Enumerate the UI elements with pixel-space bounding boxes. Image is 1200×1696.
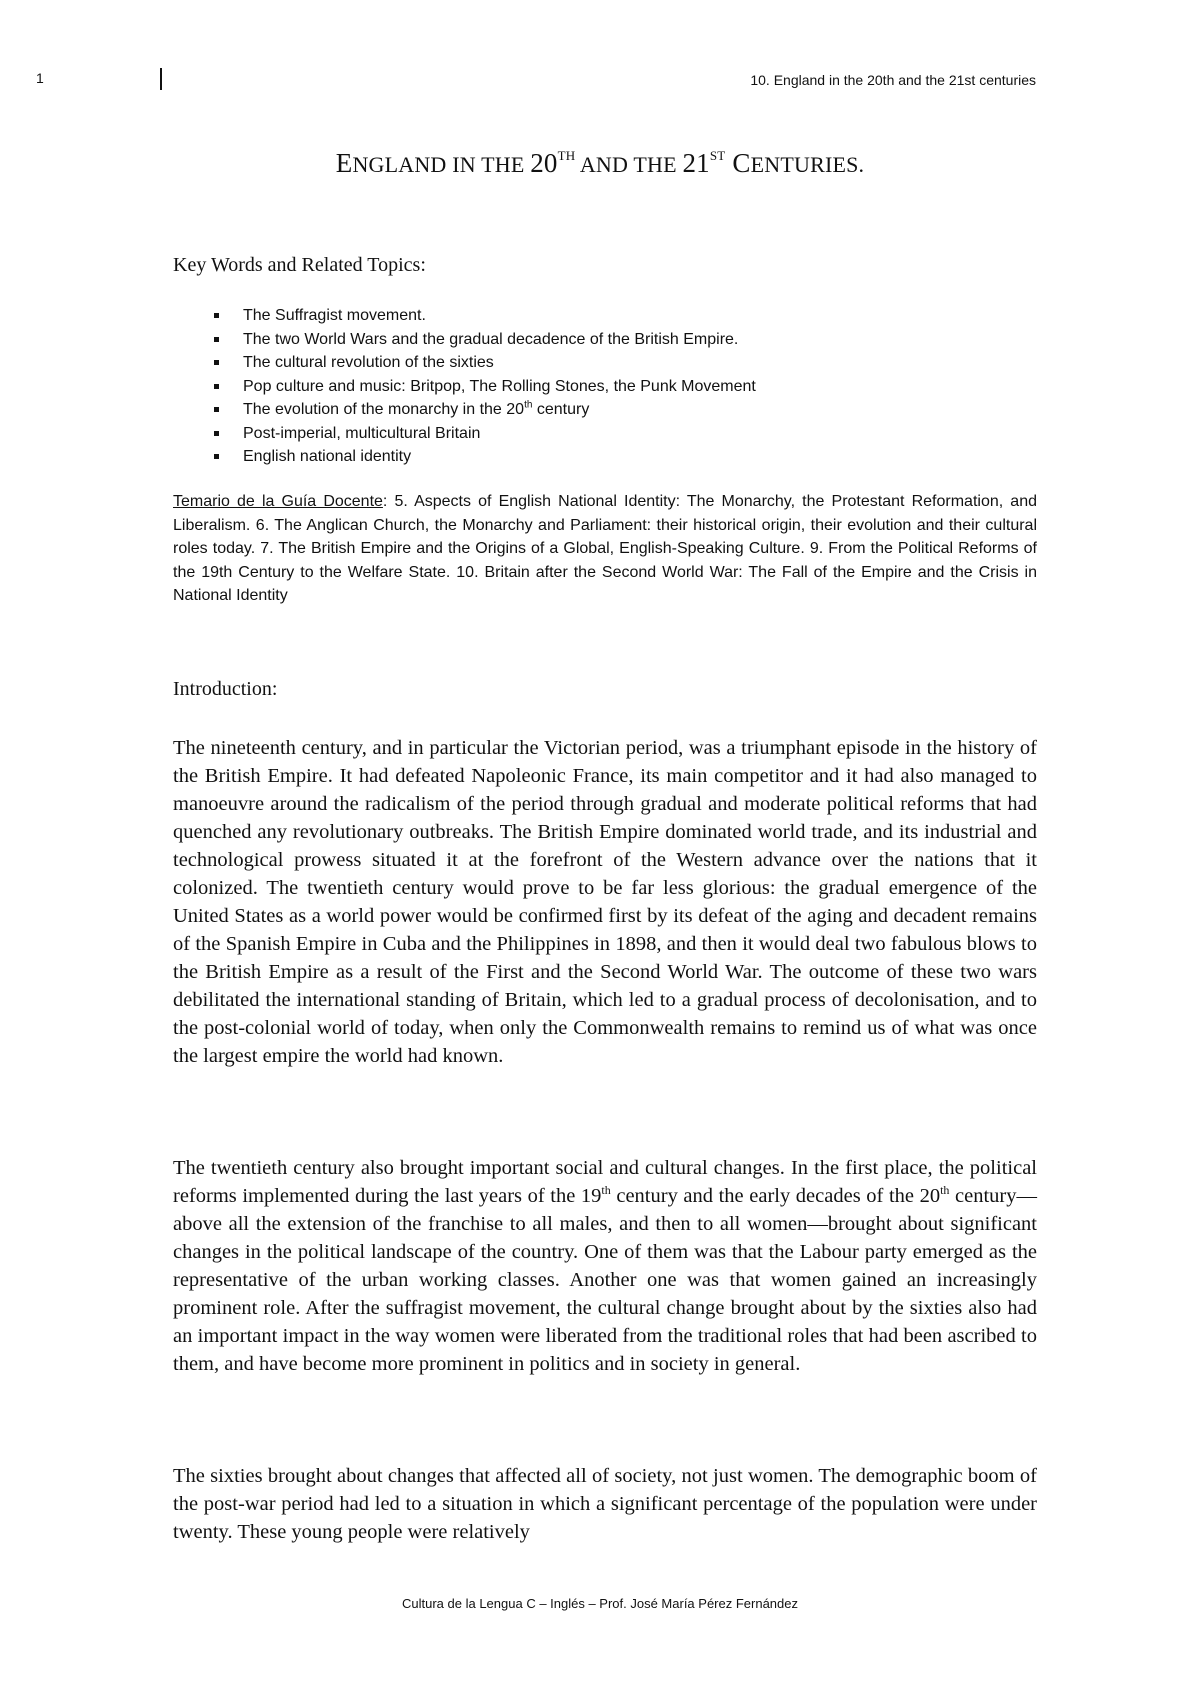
list-item (173, 445, 1033, 469)
title-part: NGLAND IN THE (352, 152, 531, 177)
bullet-icon (214, 313, 219, 318)
title-part: 21 (682, 148, 710, 178)
bullet-icon (214, 384, 219, 389)
body-paragraph (173, 1154, 1037, 1378)
document-title (0, 148, 1200, 179)
bullet-icon (214, 360, 219, 365)
list-item (173, 375, 1033, 399)
list-item-text: century (532, 401, 590, 418)
paragraph-text: century—above all the extension of the franchise to all males, and then to all women—brought about significant changes in the political landscape of the country. One of them was that the Labour party emerged as the representative of the urban working classes. Another one was that women gained an increasingly prominent role. After the suffragist movement, the cultural change brought about by the sixties also had an important impact in the way women were liberated from the traditional roles that had been ascribed to them, and have become more prominent in politics and in society in general. (173, 1185, 1037, 1375)
introduction-heading: Introduction: (173, 678, 278, 700)
paragraph-superscript: th (940, 1183, 950, 1198)
list-item (173, 422, 1033, 446)
body-paragraph: The nineteenth century, and in particular the Victorian period, was a triumphant episode in the history of the British Empire. It had defeated Napoleonic France, its main competitor and it had also managed to manoeuvre around the radicalism of the period through gradual and moderate political reforms that had quenched any revolutionary outbreaks. The British Empire dominated world trade, and its industrial and technological prowess situated it at the forefront of the Western advance over the nations that it colonized. The twentieth century would prove to be far less glorious: the gradual emergence of the United States as a world power would be confirmed first by its defeat of the aging and decadent remains of the Spanish Empire in Cuba and the Philippines in 1898, and then it would deal two fabulous blows to the British Empire as a result of the First and the Second World War. The outcome of these two wars debilitated the international standing of Britain, which led to a gradual process of decolonisation, and to the post-colonial world of today, when only the Commonwealth remains to remind us of what was once the largest empire the world had known. (173, 737, 1037, 1067)
list-item-text: Post-imperial, multicultural Britain (243, 424, 481, 442)
paragraph-superscript: th (601, 1183, 611, 1198)
page-footer: Cultura de la Lengua C – Inglés – Prof. José María Pérez Fernández (402, 1596, 798, 1611)
list-item-text: Pop culture and music: Britpop, The Rolling Stones, the Punk Movement (243, 377, 756, 395)
title-superscript: TH (557, 148, 576, 163)
list-item-superscript: th (524, 399, 533, 411)
bullet-icon (214, 431, 219, 436)
list-item-text: The two World Wars and the gradual decadence of the British Empire. (243, 330, 739, 348)
key-words-heading: Key Words and Related Topics: (173, 254, 426, 276)
page-number-divider (160, 68, 162, 90)
temario-text: 5. Aspects of English National Identity: The Monarchy, the Protestant Reformation, and Liberalism. 6. The Anglican Church, the Monarchy and Parliament: their historical origin, their evolution and their cultural roles today. 7. The British Empire and the Origins of a Global, English-Speaking Culture. 9. From the Political Reforms of the 19th Century to the Welfare State. 10. Britain after the Second World War: The Fall of the Empire and the Crisis in National Identity (173, 493, 1037, 604)
page-number: 1 (36, 70, 44, 86)
list-item-text: The Suffragist movement. (243, 307, 426, 324)
title-part: AND THE (575, 152, 683, 177)
temario-label: Temario de la Guía Docente (173, 493, 383, 510)
list-item-text: English national identity (243, 448, 412, 465)
list-item (173, 351, 1033, 375)
body-paragraph: The sixties brought about changes that affected all of society, not just women. The demographic boom of the post-war period had led to a situation in which a significant percentage of the population were under twenty. These young people were relatively (173, 1465, 1037, 1543)
topic-list (173, 304, 1033, 469)
title-part: E (335, 148, 353, 178)
list-item-text: The evolution of the monarchy in the 20 (243, 401, 525, 418)
title-part: 20 (530, 148, 558, 178)
list-item-text: The cultural revolution of the sixties (243, 354, 494, 371)
temario-colon: : (382, 493, 388, 510)
paragraph-text: century and the early decades of the 20 (610, 1185, 941, 1207)
bullet-icon (214, 407, 219, 412)
list-item (173, 328, 1033, 352)
temario-paragraph (173, 490, 1037, 608)
title-superscript: ST (709, 148, 726, 163)
running-header: 10. England in the 20th and the 21st centuries (750, 72, 1036, 88)
bullet-icon (214, 454, 219, 459)
title-part: C (725, 148, 751, 178)
list-item (173, 304, 1033, 328)
list-item (173, 398, 1033, 422)
paragraph-text: The twentieth century also brought important social and cultural changes. In the first place, the political reforms implemented during the last years of the 19 (173, 1157, 1037, 1207)
bullet-icon (214, 337, 219, 342)
title-part: ENTURIES. (750, 152, 865, 177)
